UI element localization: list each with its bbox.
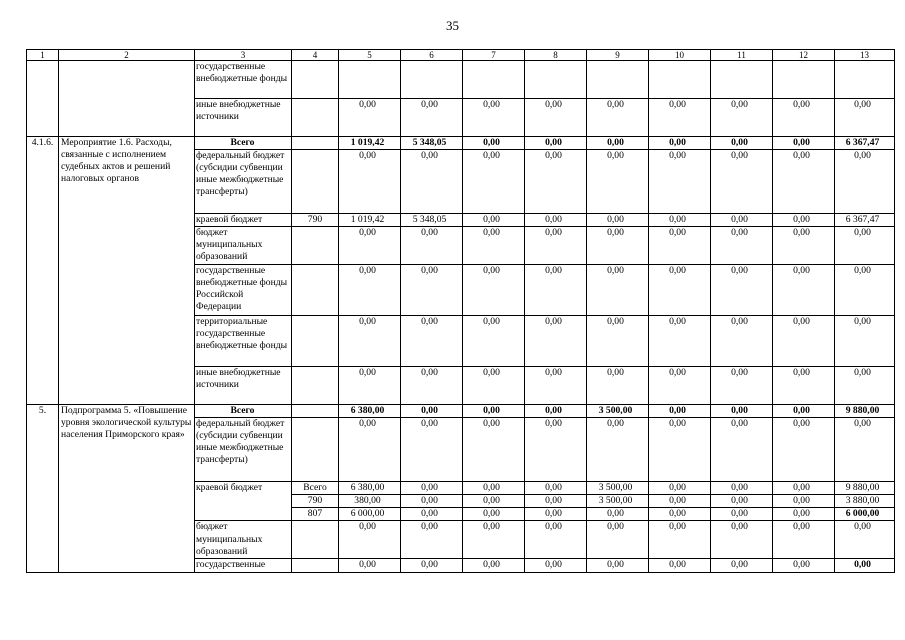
value-cell: [649, 61, 711, 99]
value-cell: 0,00: [711, 559, 773, 572]
value-cell: 0,00: [773, 495, 835, 508]
value-cell: 6 367,47: [835, 137, 895, 150]
value-cell: 0,00: [401, 559, 463, 572]
value-cell: 0,00: [711, 405, 773, 418]
value-cell: 0,00: [711, 418, 773, 482]
table-row: [27, 137, 895, 150]
value-cell: 6 380,00: [339, 482, 401, 495]
funding-source: государственные: [195, 559, 292, 572]
budget-code: [292, 418, 339, 482]
value-cell: [401, 61, 463, 99]
budget-code: [292, 367, 339, 405]
value-cell: 0,00: [711, 495, 773, 508]
value-cell: 0,00: [835, 521, 895, 559]
value-cell: 0,00: [649, 559, 711, 572]
value-cell: 0,00: [463, 214, 525, 227]
row-number: 5.: [27, 405, 59, 572]
value-cell: 0,00: [339, 150, 401, 214]
value-cell: 0,00: [835, 418, 895, 482]
value-cell: 3 500,00: [587, 482, 649, 495]
value-cell: 0,00: [587, 559, 649, 572]
header-cell: 3: [195, 50, 292, 61]
value-cell: 0,00: [463, 405, 525, 418]
value-cell: 0,00: [463, 559, 525, 572]
budget-code: Всего: [292, 482, 339, 495]
budget-code: [292, 61, 339, 99]
value-cell: 0,00: [339, 227, 401, 265]
value-cell: 0,00: [401, 508, 463, 521]
value-cell: 0,00: [649, 418, 711, 482]
value-cell: 0,00: [711, 316, 773, 367]
value-cell: 1 019,42: [339, 214, 401, 227]
value-cell: 0,00: [401, 405, 463, 418]
value-cell: 0,00: [525, 559, 587, 572]
value-cell: 0,00: [649, 405, 711, 418]
value-cell: 0,00: [339, 559, 401, 572]
value-cell: 0,00: [587, 265, 649, 316]
value-cell: 0,00: [773, 405, 835, 418]
value-cell: 0,00: [773, 559, 835, 572]
funding-source: федеральный бюджет (субсидии субвенции иные межбюджетные трансферты): [195, 150, 292, 214]
value-cell: 0,00: [587, 214, 649, 227]
value-cell: 0,00: [587, 521, 649, 559]
value-cell: 0,00: [773, 137, 835, 150]
value-cell: 0,00: [339, 418, 401, 482]
value-cell: 0,00: [525, 495, 587, 508]
value-cell: 0,00: [711, 367, 773, 405]
table-row: [27, 61, 895, 99]
value-cell: 5 348,05: [401, 214, 463, 227]
header-cell: 5: [339, 50, 401, 61]
funding-source: бюджет муниципальных образований: [195, 227, 292, 265]
value-cell: 0,00: [835, 227, 895, 265]
value-cell: 0,00: [401, 495, 463, 508]
value-cell: 0,00: [835, 99, 895, 137]
table-body: [27, 50, 895, 573]
value-cell: 0,00: [401, 265, 463, 316]
value-cell: 0,00: [587, 227, 649, 265]
header-cell: 13: [835, 50, 895, 61]
value-cell: 0,00: [525, 150, 587, 214]
funding-source: Всего: [195, 405, 292, 418]
value-cell: 0,00: [773, 316, 835, 367]
value-cell: 0,00: [587, 99, 649, 137]
value-cell: 6 367,47: [835, 214, 895, 227]
value-cell: 3 500,00: [587, 405, 649, 418]
value-cell: [773, 61, 835, 99]
value-cell: 0,00: [525, 418, 587, 482]
page-number: 35: [446, 18, 459, 33]
value-cell: 5 348,05: [401, 137, 463, 150]
value-cell: 0,00: [401, 150, 463, 214]
value-cell: [835, 61, 895, 99]
budget-code: 807: [292, 508, 339, 521]
budget-code: [292, 559, 339, 572]
value-cell: 0,00: [525, 227, 587, 265]
value-cell: 0,00: [773, 265, 835, 316]
value-cell: 0,00: [463, 99, 525, 137]
value-cell: 0,00: [525, 482, 587, 495]
value-cell: 0,00: [773, 214, 835, 227]
value-cell: 0,00: [773, 521, 835, 559]
value-cell: 0,00: [463, 227, 525, 265]
value-cell: 0,00: [835, 150, 895, 214]
budget-code: [292, 137, 339, 150]
value-cell: 9 880,00: [835, 405, 895, 418]
value-cell: 0,00: [525, 405, 587, 418]
budget-table: [26, 49, 895, 573]
table-row: [27, 405, 895, 418]
row-title: Мероприятие 1.6. Расходы, связанные с исполнением судебных актов и решений налоговых органов: [59, 137, 195, 405]
value-cell: 0,00: [463, 137, 525, 150]
value-cell: 0,00: [835, 316, 895, 367]
value-cell: 6 000,00: [339, 508, 401, 521]
value-cell: 0,00: [525, 137, 587, 150]
value-cell: 0,00: [649, 137, 711, 150]
value-cell: 0,00: [401, 227, 463, 265]
value-cell: [587, 61, 649, 99]
funding-source: иные внебюджетные источники: [195, 367, 292, 405]
value-cell: 0,00: [525, 99, 587, 137]
value-cell: 0,00: [587, 418, 649, 482]
row-title: [59, 61, 195, 137]
value-cell: 0,00: [339, 99, 401, 137]
value-cell: 0,00: [649, 495, 711, 508]
value-cell: 0,00: [401, 99, 463, 137]
value-cell: 0,00: [711, 482, 773, 495]
header-cell: 12: [773, 50, 835, 61]
value-cell: 0,00: [649, 150, 711, 214]
value-cell: 3 880,00: [835, 495, 895, 508]
value-cell: 6 380,00: [339, 405, 401, 418]
value-cell: 0,00: [587, 150, 649, 214]
header-cell: 4: [292, 50, 339, 61]
funding-source: иные внебюджетные источники: [195, 99, 292, 137]
value-cell: 0,00: [773, 482, 835, 495]
value-cell: 0,00: [463, 508, 525, 521]
value-cell: 0,00: [463, 150, 525, 214]
budget-code: [292, 227, 339, 265]
value-cell: 0,00: [339, 367, 401, 405]
value-cell: 0,00: [773, 508, 835, 521]
value-cell: 0,00: [649, 521, 711, 559]
value-cell: 0,00: [773, 227, 835, 265]
value-cell: 0,00: [773, 418, 835, 482]
value-cell: 0,00: [649, 265, 711, 316]
funding-source: краевой бюджет: [195, 214, 292, 227]
value-cell: 0,00: [463, 418, 525, 482]
value-cell: 0,00: [587, 508, 649, 521]
value-cell: 0,00: [525, 521, 587, 559]
value-cell: 0,00: [525, 367, 587, 405]
value-cell: 0,00: [649, 99, 711, 137]
header-cell: 11: [711, 50, 773, 61]
budget-code: [292, 316, 339, 367]
value-cell: 380,00: [339, 495, 401, 508]
value-cell: 0,00: [711, 521, 773, 559]
value-cell: 0,00: [773, 99, 835, 137]
value-cell: 0,00: [587, 316, 649, 367]
value-cell: 0,00: [587, 367, 649, 405]
value-cell: 1 019,42: [339, 137, 401, 150]
value-cell: 0,00: [835, 265, 895, 316]
value-cell: 0,00: [339, 316, 401, 367]
value-cell: 0,00: [463, 316, 525, 367]
value-cell: 0,00: [401, 521, 463, 559]
value-cell: 0,00: [525, 265, 587, 316]
value-cell: [711, 61, 773, 99]
value-cell: 0,00: [587, 137, 649, 150]
value-cell: 0,00: [463, 495, 525, 508]
value-cell: 0,00: [773, 367, 835, 405]
value-cell: [339, 61, 401, 99]
value-cell: 0,00: [773, 150, 835, 214]
value-cell: 0,00: [463, 521, 525, 559]
value-cell: 0,00: [463, 367, 525, 405]
budget-code: [292, 150, 339, 214]
value-cell: 0,00: [401, 482, 463, 495]
value-cell: 0,00: [339, 265, 401, 316]
value-cell: 0,00: [711, 227, 773, 265]
value-cell: 0,00: [649, 482, 711, 495]
value-cell: 0,00: [711, 137, 773, 150]
header-cell: 9: [587, 50, 649, 61]
header-row: [27, 50, 895, 61]
value-cell: 0,00: [463, 482, 525, 495]
budget-code: 790: [292, 495, 339, 508]
header-cell: 6: [401, 50, 463, 61]
value-cell: [463, 61, 525, 99]
budget-code: [292, 521, 339, 559]
value-cell: 9 880,00: [835, 482, 895, 495]
value-cell: 0,00: [401, 367, 463, 405]
value-cell: [525, 61, 587, 99]
value-cell: 0,00: [711, 265, 773, 316]
value-cell: 0,00: [711, 508, 773, 521]
value-cell: 0,00: [525, 214, 587, 227]
value-cell: 0,00: [401, 418, 463, 482]
value-cell: 0,00: [525, 316, 587, 367]
value-cell: 0,00: [525, 508, 587, 521]
header-cell: 7: [463, 50, 525, 61]
row-title: Подпрограмма 5. «Повышение уровня экологической культуры населения Приморского края»: [59, 405, 195, 572]
row-number: 4.1.6.: [27, 137, 59, 405]
funding-source: федеральный бюджет (субсидии субвенции иные межбюджетные трансферты): [195, 418, 292, 482]
value-cell: 0,00: [339, 521, 401, 559]
value-cell: 0,00: [835, 559, 895, 572]
funding-source: государственные внебюджетные фонды: [195, 61, 292, 99]
budget-code: [292, 99, 339, 137]
value-cell: 0,00: [649, 367, 711, 405]
funding-source: государственные внебюджетные фонды Российской Федерации: [195, 265, 292, 316]
funding-source: Всего: [195, 137, 292, 150]
value-cell: 0,00: [649, 214, 711, 227]
value-cell: 3 500,00: [587, 495, 649, 508]
value-cell: 0,00: [401, 316, 463, 367]
budget-code: 790: [292, 214, 339, 227]
value-cell: 0,00: [649, 316, 711, 367]
header-cell: 10: [649, 50, 711, 61]
value-cell: 6 000,00: [835, 508, 895, 521]
value-cell: 0,00: [649, 508, 711, 521]
funding-source: краевой бюджет: [195, 482, 292, 521]
value-cell: 0,00: [649, 227, 711, 265]
header-cell: 2: [59, 50, 195, 61]
budget-code: [292, 405, 339, 418]
funding-source: территориальные государственные внебюджетные фонды: [195, 316, 292, 367]
value-cell: 0,00: [835, 367, 895, 405]
row-number: [27, 61, 59, 137]
value-cell: 0,00: [711, 150, 773, 214]
budget-code: [292, 265, 339, 316]
value-cell: 0,00: [711, 214, 773, 227]
funding-source: бюджет муниципальных образований: [195, 521, 292, 559]
value-cell: 0,00: [463, 265, 525, 316]
header-cell: 1: [27, 50, 59, 61]
value-cell: 0,00: [711, 99, 773, 137]
header-cell: 8: [525, 50, 587, 61]
